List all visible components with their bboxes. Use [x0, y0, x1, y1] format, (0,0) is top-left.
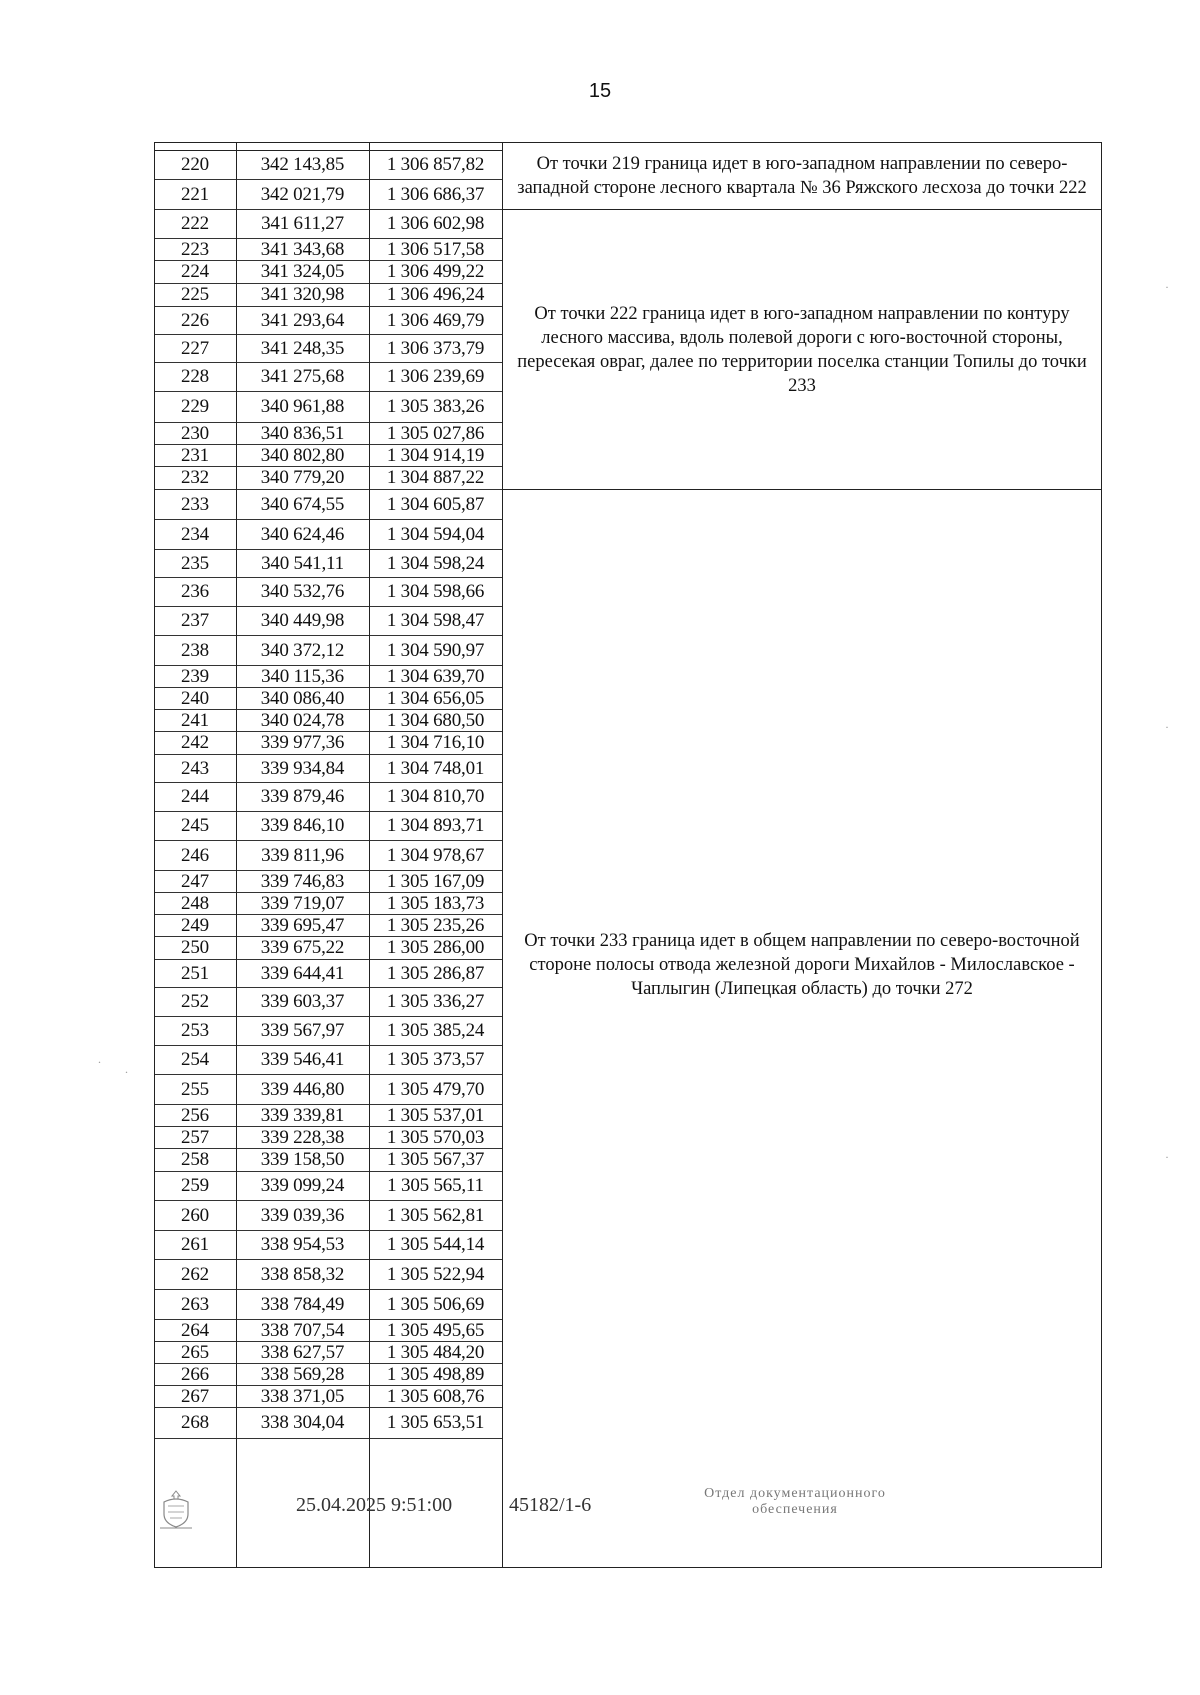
table-row	[154, 1046, 502, 1075]
boundary-description: От точки 233 граница идет в общем направлении по северо-восточной стороне полосы отвода железной дороги Михайлов - Милославское - Чаплыгин (Липецкая область) до точки 272	[524, 930, 1080, 999]
column-divider	[502, 142, 503, 1568]
column-divider	[236, 142, 237, 1568]
point-number-cell: 268	[181, 1412, 209, 1433]
table-row	[154, 1017, 502, 1046]
point-number-cell: 261	[181, 1234, 209, 1255]
y-coordinate-cell: 1 304 887,22	[386, 467, 485, 488]
y-coordinate-cell: 1 305 383,26	[386, 396, 485, 417]
y-coordinate-cell: 1 306 239,69	[386, 366, 485, 387]
y-coordinate-cell: 1 305 484,20	[386, 1341, 485, 1363]
table-row	[154, 1105, 502, 1127]
y-coordinate-cell: 1 306 857,82	[386, 153, 485, 175]
y-coordinate-cell: 1 305 495,65	[386, 1319, 485, 1341]
point-number-cell: 253	[181, 1020, 209, 1041]
x-coordinate-cell: 338 304,04	[260, 1412, 345, 1433]
y-coordinate-cell: 1 305 562,81	[386, 1204, 485, 1226]
x-coordinate-cell: 340 532,76	[260, 581, 345, 602]
boundary-points-table	[154, 142, 1102, 1568]
point-number-cell: 264	[181, 1319, 209, 1341]
y-coordinate-cell: 1 306 496,24	[386, 284, 485, 305]
point-number-cell: 242	[181, 732, 209, 753]
table-row	[154, 1342, 502, 1364]
y-coordinate-cell: 1 305 570,03	[386, 1126, 485, 1148]
y-coordinate-cell: 1 304 598,47	[386, 610, 485, 631]
x-coordinate-cell: 338 707,54	[260, 1319, 345, 1341]
table-row	[154, 893, 502, 915]
point-number-cell: 236	[181, 581, 209, 602]
boundary-description: От точки 219 граница идет в юго-западном направлении по северо-западной стороне лесного квартала № 36 Ряжского лесхоза до точки 222	[502, 142, 1102, 210]
point-number-cell: 257	[181, 1126, 209, 1148]
x-coordinate-cell: 339 603,37	[260, 991, 345, 1012]
y-coordinate-cell: 1 305 235,26	[386, 914, 485, 936]
x-coordinate-cell: 339 719,07	[260, 892, 345, 914]
x-coordinate-cell: 340 086,40	[260, 687, 345, 709]
point-number-cell: 224	[181, 261, 209, 282]
table-row	[154, 392, 502, 423]
scan-artifact: ·	[1165, 720, 1169, 734]
scan-artifact: ·	[1165, 280, 1169, 294]
x-coordinate-cell: 341 343,68	[260, 238, 345, 260]
y-coordinate-cell: 1 304 605,87	[386, 493, 485, 515]
point-number-cell: 241	[181, 709, 209, 731]
scan-artifact: .	[98, 1052, 101, 1066]
y-coordinate-cell: 1 305 479,70	[386, 1078, 485, 1100]
table-row	[154, 1408, 502, 1439]
y-coordinate-cell: 1 305 537,01	[386, 1104, 485, 1126]
y-coordinate-cell: 1 305 286,87	[386, 962, 485, 984]
point-number-cell: 258	[181, 1149, 209, 1170]
table-row	[154, 307, 502, 335]
table-row	[154, 841, 502, 871]
point-number-cell: 227	[181, 337, 209, 359]
y-coordinate-cell: 1 305 183,73	[386, 892, 485, 914]
y-coordinate-cell: 1 304 748,01	[386, 757, 485, 779]
x-coordinate-cell: 342 021,79	[260, 183, 345, 205]
x-coordinate-cell: 341 611,27	[261, 213, 344, 234]
table-row	[154, 937, 502, 960]
point-number-cell: 233	[181, 493, 209, 515]
x-coordinate-cell: 339 228,38	[260, 1126, 345, 1148]
table-row	[154, 960, 502, 988]
y-coordinate-cell: 1 305 373,57	[386, 1049, 485, 1070]
table-row	[154, 755, 502, 783]
table-row	[154, 210, 502, 239]
x-coordinate-cell: 339 934,84	[260, 757, 345, 779]
y-coordinate-cell: 1 304 594,04	[386, 523, 485, 545]
point-number-cell: 228	[181, 366, 209, 387]
y-coordinate-cell: 1 305 544,14	[386, 1234, 485, 1255]
x-coordinate-cell: 340 624,46	[260, 523, 345, 545]
point-number-cell: 234	[181, 523, 209, 545]
x-coordinate-cell: 340 541,11	[261, 552, 344, 574]
x-coordinate-cell: 340 449,98	[260, 610, 345, 631]
point-number-cell: 232	[181, 467, 209, 488]
x-coordinate-cell: 339 746,83	[260, 870, 345, 892]
point-number-cell: 265	[181, 1341, 209, 1363]
table-row	[154, 335, 502, 363]
footer-stamp-line: обеспечения	[752, 1502, 838, 1517]
y-coordinate-cell: 1 305 653,51	[386, 1412, 485, 1433]
table-row	[154, 1127, 502, 1149]
x-coordinate-cell: 338 784,49	[260, 1293, 345, 1315]
point-number-cell: 249	[181, 914, 209, 936]
x-coordinate-cell: 339 811,96	[261, 844, 344, 866]
table-row	[154, 1231, 502, 1260]
table-row	[154, 180, 502, 210]
table-row	[154, 732, 502, 755]
coat-of-arms-icon	[156, 1488, 196, 1530]
x-coordinate-cell: 338 858,32	[260, 1263, 345, 1285]
y-coordinate-cell: 1 305 167,09	[386, 870, 485, 892]
table-row	[154, 150, 502, 180]
point-number-cell: 235	[181, 552, 209, 574]
table-row	[154, 988, 502, 1017]
point-number-cell: 243	[181, 757, 209, 779]
x-coordinate-cell: 339 846,10	[260, 815, 345, 836]
table-row	[154, 1260, 502, 1290]
x-coordinate-cell: 339 675,22	[260, 937, 345, 958]
point-number-cell: 229	[181, 396, 209, 417]
footer-datetime: 25.04.2025 9:51:00	[296, 1494, 453, 1516]
table-row	[154, 520, 502, 550]
table-row	[154, 261, 502, 284]
point-number-cell: 252	[181, 991, 209, 1012]
table-row	[154, 1075, 502, 1105]
x-coordinate-cell: 339 446,80	[260, 1078, 345, 1100]
point-number-cell: 225	[181, 284, 209, 305]
y-coordinate-cell: 1 306 469,79	[386, 309, 485, 331]
point-number-cell: 259	[181, 1175, 209, 1196]
x-coordinate-cell: 339 977,36	[260, 732, 345, 753]
table-row	[154, 783, 502, 812]
table-row	[154, 550, 502, 578]
y-coordinate-cell: 1 305 385,24	[386, 1020, 485, 1041]
table-row	[154, 445, 502, 467]
x-coordinate-cell: 338 954,53	[260, 1234, 345, 1255]
scan-artifact: .	[125, 1062, 128, 1076]
x-coordinate-cell: 339 567,97	[260, 1020, 345, 1041]
table-row	[154, 1172, 502, 1201]
x-coordinate-cell: 339 879,46	[260, 786, 345, 807]
point-number-cell: 255	[181, 1078, 209, 1100]
table-row	[154, 607, 502, 636]
y-coordinate-cell: 1 304 656,05	[386, 687, 485, 709]
y-coordinate-cell: 1 305 498,89	[386, 1363, 485, 1385]
table-row	[154, 636, 502, 666]
point-number-cell: 254	[181, 1049, 209, 1070]
table-row	[154, 915, 502, 937]
point-number-cell: 262	[181, 1263, 209, 1285]
x-coordinate-cell: 339 039,36	[260, 1204, 345, 1226]
x-coordinate-cell: 339 546,41	[260, 1049, 345, 1070]
table-row	[154, 666, 502, 688]
table-row	[154, 1149, 502, 1172]
boundary-description: От точки 222 граница идет в юго-западном направлении по контуру лесного массива, вдоль полевой дороги с юго-восточной стороны, пересекая овраг, далее по территории поселка станции Топилы до точки 233	[502, 210, 1102, 490]
point-number-cell: 260	[181, 1204, 209, 1226]
y-coordinate-cell: 1 304 716,10	[386, 732, 485, 753]
point-number-cell: 221	[181, 183, 209, 205]
point-number-cell: 223	[181, 238, 209, 260]
point-number-cell: 244	[181, 786, 209, 807]
point-number-cell: 237	[181, 610, 209, 631]
x-coordinate-cell: 340 024,78	[260, 709, 345, 731]
table-row	[154, 1320, 502, 1342]
point-number-cell: 231	[181, 444, 209, 466]
table-row	[154, 871, 502, 893]
table-row	[154, 490, 502, 520]
y-coordinate-cell: 1 306 602,98	[386, 213, 485, 234]
point-number-cell: 248	[181, 892, 209, 914]
table-row	[154, 688, 502, 710]
column-divider	[369, 142, 370, 1568]
point-number-cell: 267	[181, 1385, 209, 1407]
x-coordinate-cell: 340 674,55	[260, 493, 345, 515]
x-coordinate-cell: 340 802,80	[260, 444, 345, 466]
y-coordinate-cell: 1 304 978,67	[386, 844, 485, 866]
scan-artifact: ·	[1165, 1150, 1169, 1164]
table-row	[154, 239, 502, 261]
x-coordinate-cell: 342 143,85	[260, 153, 345, 175]
point-number-cell: 246	[181, 844, 209, 866]
x-coordinate-cell: 338 627,57	[260, 1341, 345, 1363]
footer-document-number: 45182/1-6	[509, 1494, 592, 1516]
table-row	[154, 812, 502, 841]
point-number-cell: 263	[181, 1293, 209, 1315]
point-number-cell: 240	[181, 687, 209, 709]
point-number-cell: 250	[181, 937, 209, 958]
table-row	[154, 1201, 502, 1231]
point-number-cell: 256	[181, 1104, 209, 1126]
y-coordinate-cell: 1 305 565,11	[387, 1175, 484, 1196]
table-row	[154, 284, 502, 307]
x-coordinate-cell: 341 320,98	[260, 284, 345, 305]
table-row	[154, 578, 502, 607]
table-row	[154, 710, 502, 732]
x-coordinate-cell: 339 644,41	[260, 962, 345, 984]
y-coordinate-cell: 1 304 639,70	[386, 665, 485, 687]
x-coordinate-cell: 338 371,05	[260, 1385, 345, 1407]
table-row	[154, 423, 502, 445]
y-coordinate-cell: 1 304 598,66	[386, 581, 485, 602]
x-coordinate-cell: 339 695,47	[260, 914, 345, 936]
x-coordinate-cell: 340 372,12	[260, 639, 345, 661]
point-number-cell: 226	[181, 309, 209, 331]
y-coordinate-cell: 1 304 810,70	[386, 786, 485, 807]
page-number: 15	[588, 80, 612, 102]
table-row	[154, 467, 502, 490]
y-coordinate-cell: 1 305 506,69	[386, 1293, 485, 1315]
point-number-cell: 220	[181, 153, 209, 175]
y-coordinate-cell: 1 304 598,24	[386, 552, 485, 574]
point-number-cell: 245	[181, 815, 209, 836]
x-coordinate-cell: 338 569,28	[260, 1363, 345, 1385]
y-coordinate-cell: 1 306 373,79	[386, 337, 485, 359]
y-coordinate-cell: 1 305 608,76	[386, 1385, 485, 1407]
y-coordinate-cell: 1 305 336,27	[386, 991, 485, 1012]
y-coordinate-cell: 1 306 517,58	[386, 238, 485, 260]
x-coordinate-cell: 340 961,88	[260, 396, 345, 417]
point-number-cell: 238	[181, 639, 209, 661]
y-coordinate-cell: 1 305 567,37	[386, 1149, 485, 1170]
table-row	[154, 1290, 502, 1320]
y-coordinate-cell: 1 305 027,86	[386, 422, 485, 444]
point-number-cell: 239	[181, 665, 209, 687]
table-row	[154, 1364, 502, 1386]
y-coordinate-cell: 1 304 680,50	[386, 709, 485, 731]
x-coordinate-cell: 340 115,36	[261, 665, 344, 687]
x-coordinate-cell: 341 275,68	[260, 366, 345, 387]
point-number-cell: 266	[181, 1363, 209, 1385]
x-coordinate-cell: 340 836,51	[260, 422, 345, 444]
y-coordinate-cell: 1 305 522,94	[386, 1263, 485, 1285]
x-coordinate-cell: 341 324,05	[260, 261, 345, 282]
x-coordinate-cell: 339 339,81	[260, 1104, 345, 1126]
x-coordinate-cell: 339 158,50	[260, 1149, 345, 1170]
footer-stamp	[670, 1486, 920, 1518]
y-coordinate-cell: 1 304 590,97	[386, 639, 485, 661]
table-row	[154, 363, 502, 392]
y-coordinate-cell: 1 306 499,22	[386, 261, 485, 282]
point-number-cell: 247	[181, 870, 209, 892]
point-number-cell: 222	[181, 213, 209, 234]
y-coordinate-cell: 1 306 686,37	[386, 183, 485, 205]
table-row	[154, 1386, 502, 1408]
x-coordinate-cell: 341 293,64	[260, 309, 345, 331]
x-coordinate-cell: 339 099,24	[260, 1175, 345, 1196]
x-coordinate-cell: 340 779,20	[260, 467, 345, 488]
x-coordinate-cell: 341 248,35	[260, 337, 345, 359]
y-coordinate-cell: 1 304 914,19	[386, 444, 485, 466]
point-number-cell: 251	[181, 962, 209, 984]
footer-stamp-line: Отдел документационного	[704, 1486, 886, 1501]
y-coordinate-cell: 1 305 286,00	[386, 937, 485, 958]
y-coordinate-cell: 1 304 893,71	[386, 815, 485, 836]
point-number-cell: 230	[181, 422, 209, 444]
